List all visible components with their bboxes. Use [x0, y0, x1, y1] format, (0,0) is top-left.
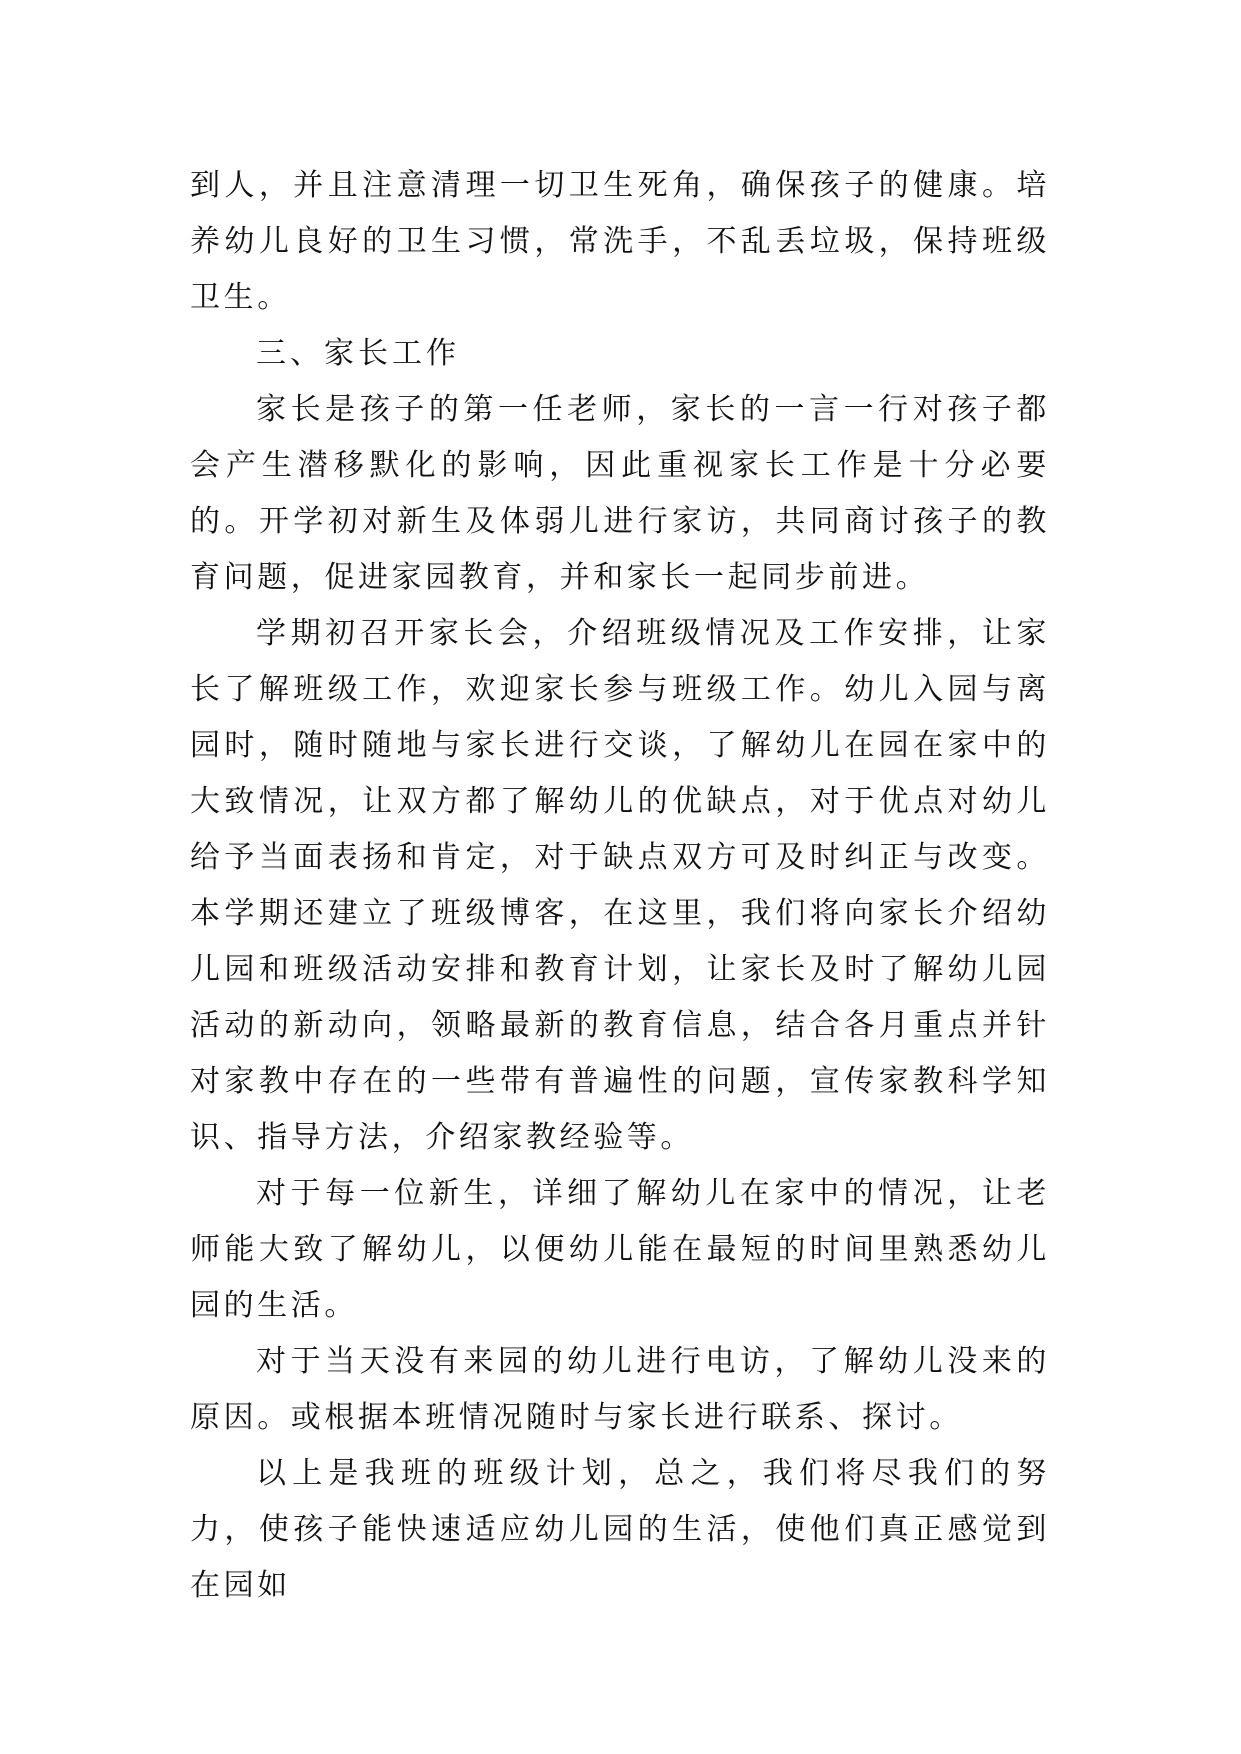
paragraph-absent-followup: 对于当天没有来园的幼儿进行电访，了解幼儿没来的原因。或根据本班情况随时与家长进行联系、探讨。	[190, 1344, 1050, 1435]
document-body	[190, 158, 1050, 1614]
paragraph-new-students: 对于每一位新生，详细了解幼儿在家中的情况，让老师能大致了解幼儿，以便幼儿能在最短的时间里熟悉幼儿园的生活。	[190, 1176, 1050, 1323]
paragraph-hygiene-continued: 到人，并且注意清理一切卫生死角，确保孩子的健康。培养幼儿良好的卫生习惯，常洗手，不乱丢垃圾，保持班级卫生。	[190, 168, 1050, 315]
paragraph-parent-importance: 家长是孩子的第一任老师，家长的一言一行对孩子都会产生潜移默化的影响，因此重视家长工作是十分必要的。开学初对新生及体弱儿进行家访，共同商讨孩子的教育问题，促进家园教育，并和家长一起同步前进。	[190, 392, 1050, 595]
paragraph-parent-meeting: 学期初召开家长会，介绍班级情况及工作安排，让家长了解班级工作，欢迎家长参与班级工作。幼儿入园与离园时，随时随地与家长进行交谈，了解幼儿在园在家中的大致情况，让双方都了解幼儿的优缺点，对于优点对幼儿给予当面表扬和肯定，对于缺点双方可及时纠正与改变。本学期还建立了班级博客，在这里，我们将向家长介绍幼儿园和班级活动安排和教育计划，让家长及时了解幼儿园活动的新动向，领略最新的教育信息，结合各月重点并针对家教中存在的一些带有普遍性的问题，宣传家教科学知识、指导方法，介绍家教经验等。	[190, 616, 1050, 1155]
section-heading-parent-work: 三、家长工作	[256, 336, 460, 371]
paragraph-conclusion: 以上是我班的班级计划，总之，我们将尽我们的努力，使孩子能快速适应幼儿园的生活，使他们真正感觉到在园如	[190, 1456, 1050, 1603]
